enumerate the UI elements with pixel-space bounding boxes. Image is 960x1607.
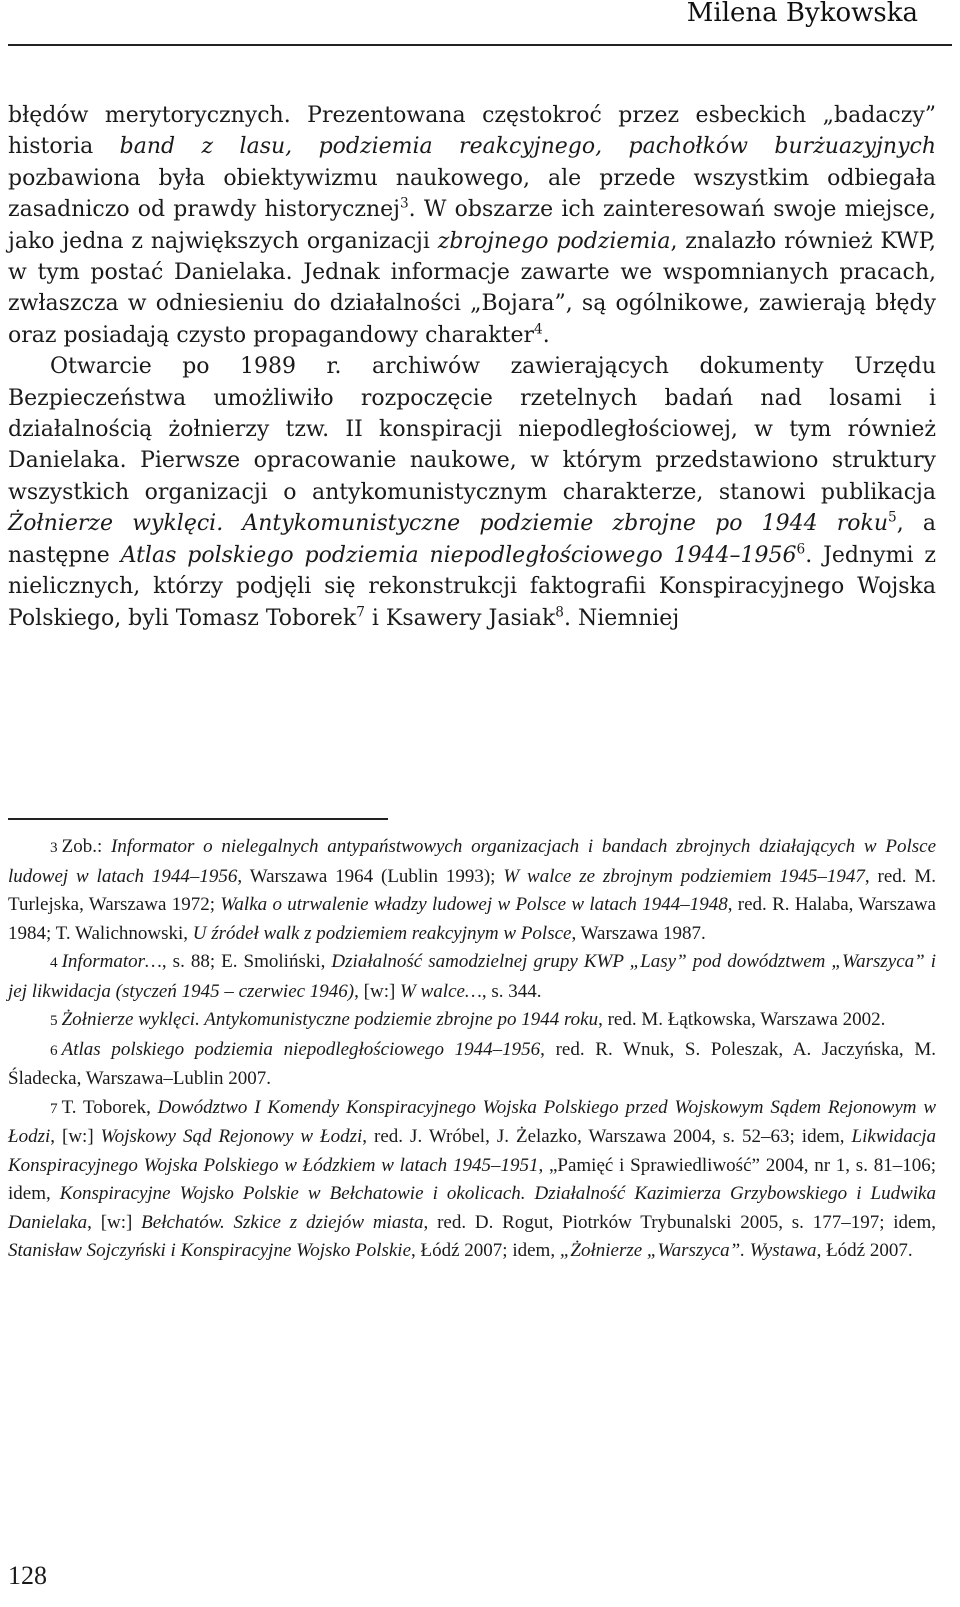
header-author: Milena Bykowska	[686, 0, 918, 28]
italic-run: W walce…	[400, 980, 482, 1002]
text-run: , red. J. Wróbel, J. Żelazko, Warszawa 2004, s. 52–63; idem,	[362, 1126, 852, 1147]
paragraph-2	[8, 351, 936, 634]
italic-run: „Żołnierze „Warszyca”. Wystawa	[559, 1240, 817, 1261]
footnote-4	[8, 948, 936, 1006]
text-run: , „Pamięć i Sprawiedliwość” 2004, nr 1, s. 81–106; idem,	[8, 1154, 936, 1204]
text-run: Otwarcie po 1989 r. archiwów zawierających dokumenty Urzędu Bezpieczeństwa umożliwiło rozpoczęcie rzetelnych badań nad losami i działalnością żołnierzy tzw. II konspiracji niepodległościowej, w tym również Danielaka. Pierwsze opracowanie naukowe, w którym przedstawiono struktury wszystkich organizacji o antykomunistycznym charakterze, stanowi publikacja	[8, 354, 936, 505]
italic-run: U źródeł walk z podziemiem reakcyjnym w Polsce	[192, 922, 572, 944]
footnote-number: 6	[50, 1041, 58, 1059]
footnote-ref-5[interactable]: 5	[888, 509, 897, 526]
text-run: . Niemniej	[563, 605, 680, 631]
footnotes	[8, 833, 936, 1266]
text-run: . Jednymi z nielicznych, którzy podjęli się rekonstrukcji faktografii Konspiracyjnego Wojska Polskiego, byli Tomasz Toborek	[8, 542, 936, 631]
footnote-6	[8, 1036, 936, 1094]
header-rule	[8, 44, 952, 46]
running-header	[0, 0, 960, 52]
footnote-ref-3[interactable]: 3	[400, 195, 409, 212]
text-run: , red. M. Turlejska, Warszawa 1972;	[8, 865, 937, 915]
text-run: , znalazło również KWP, w tym postać Danielaka. Jednak informacje zawarte we wspomnianych pracach, zwłaszcza w odniesieniu do działalności „Bojara”, są ogólnikowe, zawierają błędy oraz posiadają czysto propagandowy charakter	[8, 228, 937, 348]
italic-run: Działalność samodzielnej grupy KWP „Lasy” pod dowództwem „Warszyca” i jej likwidacja (styczeń 1945 – czerwiec 1946)	[8, 951, 937, 1002]
text-run: Zob.:	[61, 836, 111, 857]
footnote-5	[8, 1006, 936, 1036]
italic-run: Atlas polskiego podziemia niepodległościowego 1944–1956	[61, 1038, 541, 1060]
text-run: i Ksawery Jasiak	[364, 605, 556, 631]
text-run: błędów merytorycznych. Prezentowana częstokroć przez esbeckich „badaczy” historia	[8, 103, 936, 160]
text-run: T. Toborek,	[61, 1096, 158, 1118]
main-text	[8, 100, 936, 634]
footnote-number: 7	[50, 1099, 58, 1117]
footnote-ref-7[interactable]: 7	[356, 604, 365, 621]
text-run: , [w:]	[87, 1211, 142, 1233]
text-run: , red. R. Wnuk, S. Poleszak, A. Jaczyńska, M. Śladecka, Warszawa–Lublin 2007.	[8, 1038, 936, 1089]
italic-run: zbrojnego podziemia	[437, 228, 671, 254]
italic-run: Bełchatów. Szkice z dziejów miasta	[141, 1211, 424, 1233]
italic-run: Likwidacja Konspiracyjnego Wojska Polskiego w Łódzkiem w latach 1945–1951	[8, 1126, 936, 1176]
text-run: , Łódź 2007.	[816, 1240, 913, 1261]
text-run: , Warszawa 1987.	[571, 922, 706, 944]
text-run: , red. R. Halaba, Warszawa 1984; T. Walichnowski,	[8, 894, 936, 944]
text-run: , [w:]	[50, 1126, 101, 1147]
italic-run: Informator o nielegalnych antypaństwowych organizacjach i bandach zbrojnych działających w Polsce ludowej w latach 1944–1956	[8, 836, 936, 887]
italic-run: Atlas polskiego podziemia niepodległościowego 1944–1956	[120, 542, 797, 568]
paragraph-1	[8, 100, 936, 351]
footnote-number: 4	[50, 954, 58, 971]
italic-run: band z lasu, podziemia reakcyjnego, pachołków burżuazyjnych	[119, 134, 936, 160]
italic-run: Konspiracyjne Wojsko Polskie w Bełchatowie i okolicach. Działalność Kazimierza Grzybowskiego i Ludwika Danielaka	[8, 1183, 936, 1233]
italic-run: W walce ze zbrojnym podziemiem 1945–1947	[503, 865, 865, 887]
footnote-ref-6[interactable]: 6	[796, 541, 806, 558]
text-run: , s. 344.	[481, 980, 542, 1002]
footnote-7	[8, 1094, 936, 1266]
italic-run: Informator…	[61, 951, 162, 972]
italic-run: Żołnierze wyklęci. Antykomunistyczne podziemie zbrojne po 1944 roku	[61, 1009, 599, 1030]
text-run: , a następne	[8, 511, 937, 568]
italic-run: Żołnierze wyklęci. Antykomunistyczne podziemie zbrojne po 1944 roku	[8, 511, 889, 537]
italic-run: Wojskowy Sąd Rejonowy w Łodzi	[100, 1126, 363, 1147]
text-run: , Warszawa 1964 (Lublin 1993);	[237, 865, 504, 887]
text-run: , s. 88; E. Smoliński,	[161, 951, 332, 972]
text-run: , red. M. Łątkowska, Warszawa 2002.	[598, 1009, 886, 1030]
text-run: .	[542, 322, 550, 348]
page-number: 128	[8, 1561, 47, 1590]
footnote-ref-4[interactable]: 4	[534, 321, 543, 338]
footnote-3	[8, 833, 936, 948]
footnote-ref-8[interactable]: 8	[555, 604, 564, 621]
footnote-separator	[8, 818, 388, 820]
text-run: , [w:]	[354, 980, 401, 1002]
text-run: . W obszarze ich zainteresowań swoje miejsce, jako jedna z największych organizacji	[8, 197, 936, 254]
footnote-number: 5	[50, 1012, 58, 1029]
italic-run: Stanisław Sojczyński i Konspiracyjne Wojsko Polskie	[8, 1240, 412, 1261]
text-run: pozbawiona była obiektywizmu naukowego, ale przede wszystkim odbiegała zasadniczo od prawdy historycznej	[8, 165, 936, 223]
footnote-number: 3	[50, 839, 58, 856]
text-run: , Łódź 2007; idem,	[411, 1240, 560, 1261]
italic-run: Walka o utrwalenie władzy ludowej w Polsce w latach 1944–1948	[220, 894, 728, 915]
italic-run: Dowództwo I Komendy Konspiracyjnego Wojska Polskiego przed Wojskowym Sądem Rejonowym w Łodzi	[8, 1096, 936, 1147]
text-run: , red. D. Rogut, Piotrków Trybunalski 2005, s. 177–197; idem,	[423, 1211, 937, 1233]
